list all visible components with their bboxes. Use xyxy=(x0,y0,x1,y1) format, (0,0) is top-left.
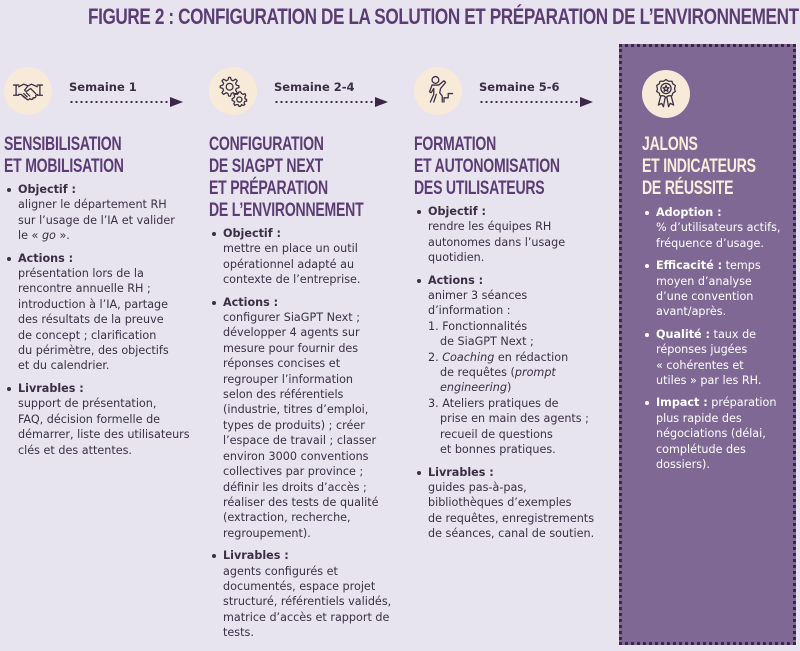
list-item-actions: Actions : présentation lors de la rencontre annuelle RH ; introduction à l’IA, partage des résultats de la preuve de concept ; clarification du périmètre, des objectifs et du calendrier. xyxy=(4,251,204,374)
icon-circle-milestones xyxy=(642,70,690,118)
milestones-panel xyxy=(619,44,796,645)
list-item-actions: Actions : configurer SiaGPT Next ; développer 4 agents sur mesure pour fournir des réponses concises et regrouper l’information selon des référentiels (industrie, titres d’emploi, types de produits) ; créer l’espace de travail ; classer environ 3000 conventions collectives par province ; définir les droits d’accès ; réaliser des tests de qualité (extraction, recherche, regroupement). xyxy=(209,295,409,542)
icon-circle-week3 xyxy=(414,67,462,115)
list-item-livrables: Livrables : guides pas-à-pas, bibliothèques d’exemples de requêtes, enregistrements de séances, canal de soutien. xyxy=(414,465,614,542)
list-item-actions: Actions : animer 3 séances d’information : 1. Fonctionnalités de SiaGPT Next ; 2. Coaching en rédaction de requêtes (prompt engineering) 3. Ateliers pratiques de prise en main des agents ; recueil de questions et bonnes pratiques. xyxy=(414,273,614,458)
numbered-item-2: 2. Coaching en rédaction xyxy=(428,350,569,364)
handshake-icon xyxy=(11,74,45,108)
list-item-objectif: Objectif : aligner le département RH sur l’usage de l’IA et valider le « go ». xyxy=(4,182,204,244)
icon-circle-week2 xyxy=(209,67,257,115)
list-item-objectif: Objectif : mettre en place un outil opérationnel adapté au contexte de l’entreprise. xyxy=(209,226,409,288)
numbered-item-1: 1. Fonctionnalités xyxy=(428,319,528,333)
figure-title: FIGURE 2 : CONFIGURATION DE LA SOLUTION ET PRÉPARATION DE L’ENVIRONNEMENT xyxy=(88,4,799,29)
column-heading-1: SENSIBILISATION ET MOBILISATION xyxy=(4,133,124,177)
list-item-livrables: Livrables : support de présentation, FAQ, décision formelle de démarrer, liste des utilisateurs clés et des attentes. xyxy=(4,381,204,458)
gears-icon xyxy=(216,74,250,108)
timeline-arrow-3 xyxy=(479,97,593,107)
indicator-list xyxy=(642,205,797,480)
numbered-item-3: 3. Ateliers pratiques de xyxy=(428,396,559,410)
indicator-efficacite: Efficacité : temps moyen d’analyse d’une convention avant/après. xyxy=(642,258,797,320)
list-item-livrables: Livrables : agents configurés et documentés, espace projet structuré, référentiels validés, matrice d’accès et rapport de tests. xyxy=(209,548,409,640)
indicator-impact: Impact : préparation plus rapide des négociations (délai, complétude des dossiers). xyxy=(642,395,797,472)
week-label-1: Semaine 1 xyxy=(69,80,137,94)
column-list-2 xyxy=(209,226,409,648)
icon-circle-week1 xyxy=(4,67,52,115)
column-heading-2: CONFIGURATION DE SIAGPT NEXT ET PRÉPARATION DE L’ENVIRONNEMENT xyxy=(209,133,364,221)
timeline-arrow-1 xyxy=(69,97,183,107)
week-label-3: Semaine 5-6 xyxy=(479,80,560,94)
week-label-2: Semaine 2-4 xyxy=(274,80,355,94)
panel-heading: JALONS ET INDICATEURS DE RÉUSSITE xyxy=(642,133,756,199)
award-rosette-icon xyxy=(649,77,683,111)
indicator-adoption: Adoption : % d’utilisateurs actifs, fréquence d’usage. xyxy=(642,205,797,251)
column-list-1 xyxy=(4,182,204,465)
indicator-qualite: Qualité : taux de réponses jugées « cohérentes et utiles » par les RH. xyxy=(642,327,797,389)
person-climbing-stairs-icon xyxy=(421,74,455,108)
list-item-objectif: Objectif : rendre les équipes RH autonomes dans l’usage quotidien. xyxy=(414,204,614,266)
column-list-3 xyxy=(414,204,614,549)
timeline-arrow-2 xyxy=(274,97,388,107)
column-heading-3: FORMATION ET AUTONOMISATION DES UTILISATEURS xyxy=(414,133,560,199)
